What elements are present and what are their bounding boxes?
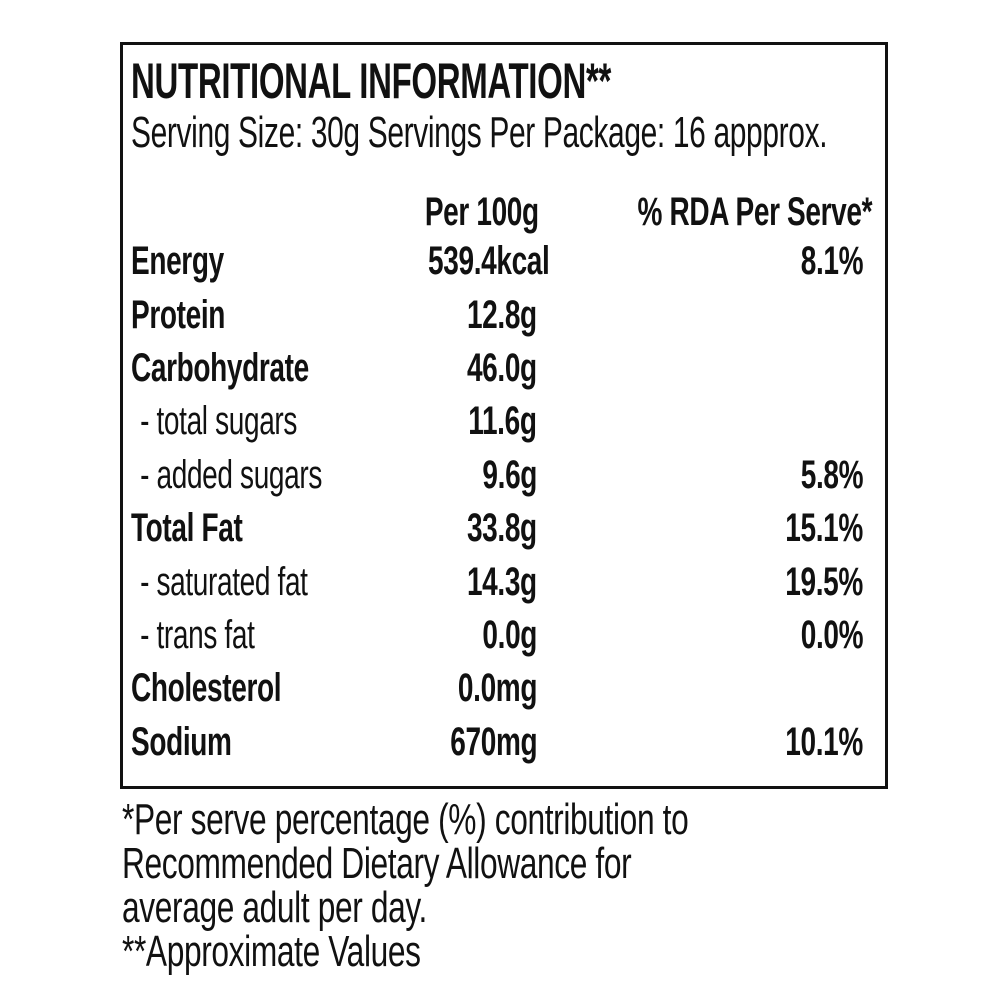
nutrient-label: - added sugars xyxy=(140,452,322,497)
rda-value-cell xyxy=(537,613,863,658)
per-serve-note-text-3: average adult per day. xyxy=(122,883,427,932)
rda-value-cell xyxy=(537,239,863,284)
nutrient-label-cell xyxy=(131,720,376,765)
per-100g-value-cell xyxy=(376,666,537,711)
nutrient-row xyxy=(131,555,863,608)
serving-info xyxy=(131,107,863,159)
nutrient-label: Carbohydrate xyxy=(131,345,309,390)
nutrient-label: Sodium xyxy=(131,719,232,764)
per-100g-value: 46.0g xyxy=(467,345,537,390)
per-100g-value-cell xyxy=(376,399,537,444)
nutrient-label-cell xyxy=(131,399,376,444)
rda-value: 8.1% xyxy=(800,239,863,284)
per-serve-note-text-2: Recommended Dietary Allowance for xyxy=(122,839,632,888)
nutrient-row xyxy=(131,235,863,288)
nutrient-label-cell xyxy=(131,666,376,711)
column-header-rda xyxy=(537,190,872,235)
rda-value: 10.1% xyxy=(785,719,863,764)
per-100g-value: 11.6g xyxy=(468,399,537,444)
nutrient-row xyxy=(131,502,863,555)
nutrient-label: - total sugars xyxy=(140,399,298,444)
per-100g-value-cell xyxy=(376,453,537,498)
nutrient-row xyxy=(131,716,863,769)
nutrient-label: Protein xyxy=(131,292,226,337)
per-serve-note-text-1: *Per serve percentage (%) contribution to xyxy=(122,795,689,844)
per-serve-note-line xyxy=(122,795,982,844)
nutrient-label: Total Fat xyxy=(131,506,243,551)
per-100g-value: 539.4kcal xyxy=(428,239,550,284)
rda-value: 0.0% xyxy=(800,612,863,657)
column-header-row xyxy=(131,189,873,235)
per-100g-value: 12.8g xyxy=(467,292,537,337)
rda-value: 19.5% xyxy=(785,559,863,604)
nutrient-label: Energy xyxy=(131,239,224,284)
nutrient-label: Cholesterol xyxy=(131,666,282,711)
per-100g-value-cell xyxy=(376,346,537,391)
rda-value-cell xyxy=(537,293,863,338)
nutrient-row xyxy=(131,609,863,662)
per-100g-value-cell xyxy=(376,720,537,765)
per-100g-value: 670mg xyxy=(450,719,537,764)
nutrient-label-cell xyxy=(131,239,376,284)
per-100g-value: 0.0mg xyxy=(457,666,537,711)
nutrient-row xyxy=(131,662,863,715)
approximate-values-text: **Approximate Values xyxy=(122,927,421,976)
nutrient-label-cell xyxy=(131,453,376,498)
nutrient-label-cell xyxy=(131,346,376,391)
per-100g-value: 9.6g xyxy=(482,452,537,497)
per-100g-value: 0.0g xyxy=(482,612,537,657)
rda-value-cell xyxy=(537,666,863,711)
nutrient-row xyxy=(131,449,863,502)
rda-value-cell xyxy=(537,720,863,765)
nutrient-rows xyxy=(131,235,863,769)
per-serve-note-line xyxy=(122,839,982,888)
nutrient-label-cell xyxy=(131,506,376,551)
rda-value-cell xyxy=(537,453,863,498)
rda-value: 15.1% xyxy=(785,506,863,551)
nutrition-facts-box xyxy=(120,42,888,789)
rda-header-text: % RDA Per Serve* xyxy=(637,189,873,234)
per-100g-value-cell xyxy=(376,293,537,338)
per-100g-header-text: Per 100g xyxy=(424,189,539,234)
per-100g-value: 33.8g xyxy=(467,506,537,551)
per-100g-value-cell xyxy=(376,506,537,551)
approximate-values-note xyxy=(122,927,982,976)
serving-info-text: Serving Size: 30g Servings Per Package: 16 appprox. xyxy=(131,108,828,157)
per-serve-note-line xyxy=(122,883,982,932)
label-title xyxy=(131,55,863,107)
nutrient-row xyxy=(131,395,863,448)
per-100g-value-cell xyxy=(376,239,550,284)
per-100g-value: 14.3g xyxy=(467,559,537,604)
label-title-text: NUTRITIONAL INFORMATION** xyxy=(131,53,612,109)
nutrient-label: - saturated fat xyxy=(140,559,308,604)
per-100g-value-cell xyxy=(376,560,537,605)
column-header-per-100g xyxy=(376,190,537,235)
rda-value-cell xyxy=(537,346,863,391)
rda-value-cell xyxy=(537,506,863,551)
nutrient-label-cell xyxy=(131,613,376,658)
nutrient-label-cell xyxy=(131,560,376,605)
nutrient-row xyxy=(131,288,863,341)
rda-value-cell xyxy=(537,560,863,605)
rda-value: 5.8% xyxy=(800,452,863,497)
footnotes xyxy=(122,795,982,976)
per-100g-value-cell xyxy=(376,613,537,658)
nutrient-label: - trans fat xyxy=(140,612,255,657)
nutrient-label-cell xyxy=(131,293,376,338)
nutrient-row xyxy=(131,342,863,395)
rda-value-cell xyxy=(537,399,863,444)
